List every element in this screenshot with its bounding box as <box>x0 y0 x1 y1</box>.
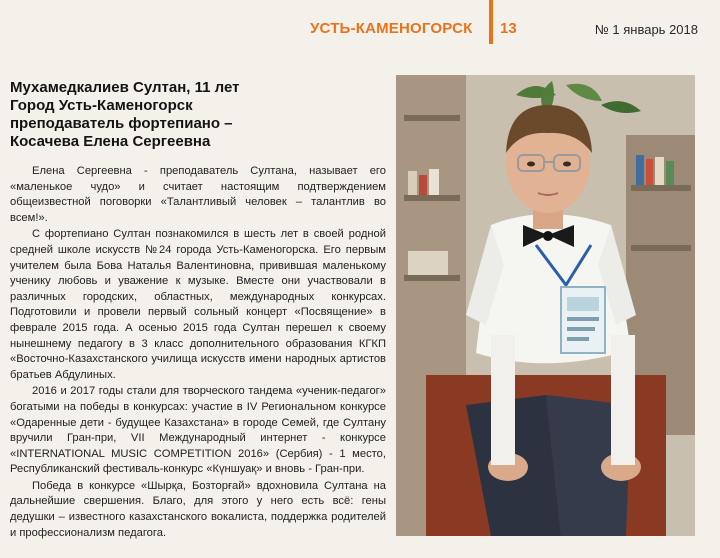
article-title <box>10 79 370 151</box>
paragraph: Елена Сергеевна - преподаватель Султана, называет его «маленькое чудо» и считает настоящим подтверждением общеизвестной поговорки «Талантливый человек – талантлив во всем!». <box>10 165 386 224</box>
title-line: преподаватель фортепиано – <box>10 115 233 132</box>
photo-illustration <box>396 75 695 536</box>
page-number: 13 <box>500 20 517 37</box>
article-body <box>10 164 386 542</box>
title-line: Косачева Елена Сергеевна <box>10 133 211 150</box>
header-city: УСТЬ-КАМЕНОГОРСК <box>310 20 473 37</box>
title-line: Мухамедкалиев Султан, 11 лет <box>10 79 240 96</box>
title-line: Город Усть-Каменогорск <box>10 97 193 114</box>
boy-photo <box>396 75 695 536</box>
paragraph: 2016 и 2017 годы стали для творческого тандема «ученик-педагог» богатыми на победы в конкурсах: участие в IV Региональном конкурсе «Одаренные дети - будущее Казахстана» в городе Семей, где Султану вручили Гран-при, VII Международный интернет - конкурсе «INTERNATIONAL MUSIC COMPETITION 2016» (Сербия) - 1 место, Республиканский фестиваль-конкурс «Күншуақ» и вновь - Гран-при. <box>10 385 386 476</box>
paragraph: Победа в конкурсе «Шырқа, Бозторғай» вдохновила Султана на дальнейшие свершения. Благо, для этого у него есть всё: гены дедушки – известного казахстанского вокалиста, поддержка родителей и профессионализм педагога. <box>10 479 386 539</box>
issue-date: № 1 январь 2018 <box>594 22 698 37</box>
paragraph: С фортепиано Султан познакомился в шесть лет в своей родной средней школе искусств №24 города Усть-Каменогорска. Его первым учителем была Бова Наталья Валентиновна, привившая маленькому ученику любовь и уважение к музыке. Вместе они участвовали в различных городских, областных, международных конкурсах. Подготовили и провели первый сольный концерт «Посвящение» в феврале 2015 года. А осенью 2015 года Султан перешел к своему нынешнему педагогу в 3 класс дополнительного образования КГКП «Восточно-Казахстанского училища искусств имени народных артистов братьев Абдулиных. <box>10 228 386 381</box>
header-divider <box>489 0 493 44</box>
page-header <box>0 0 720 52</box>
